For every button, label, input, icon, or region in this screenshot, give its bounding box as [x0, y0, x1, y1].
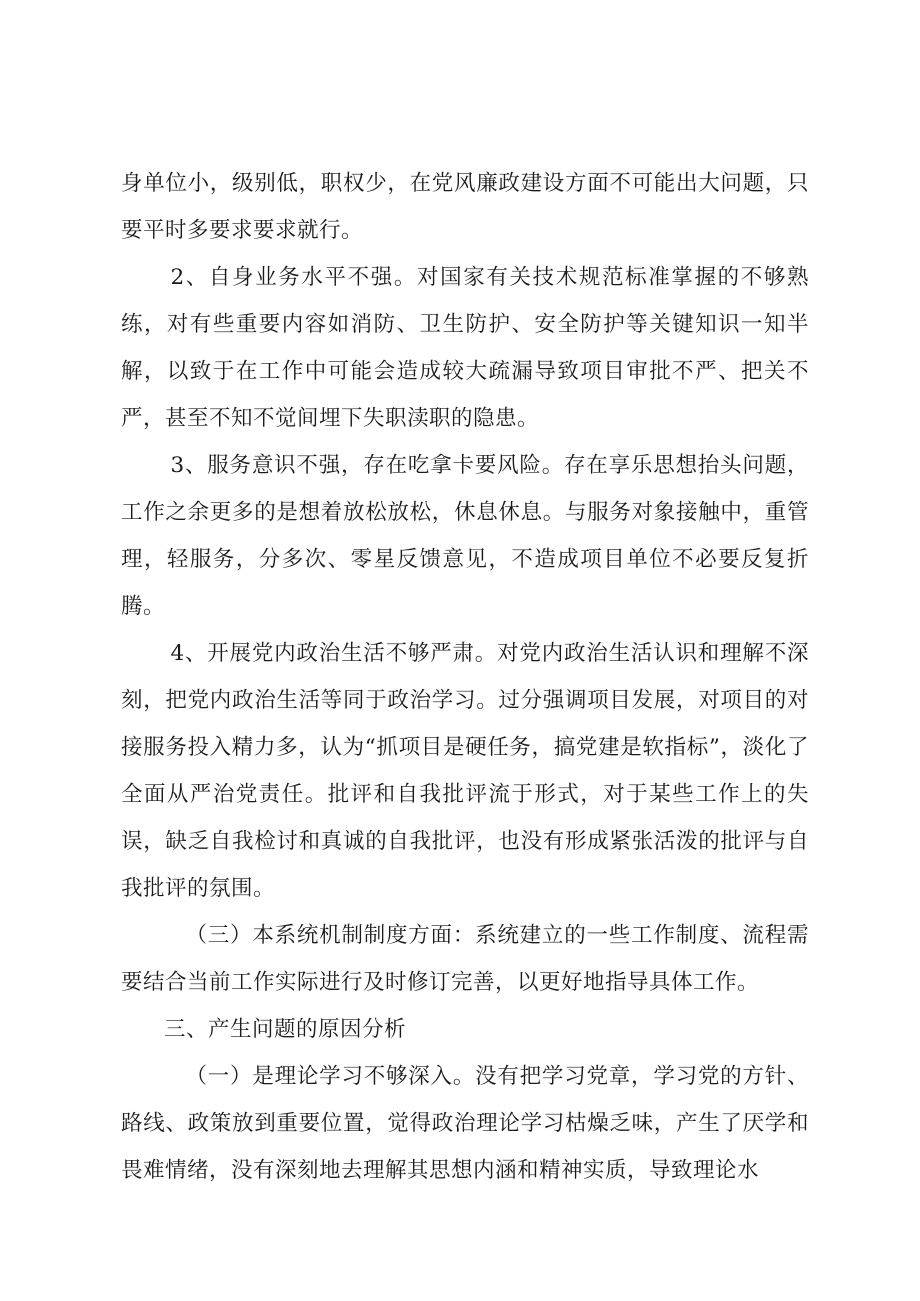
paragraph-item-2: 2、自身业务水平不强。对国家有关技术规范标准掌握的不够熟练，对有些重要内容如消防、卫生防护、安全防护等关键知识一知半解，以致于在工作中可能会造成较大疏漏导致项目审批不严、把关不严，甚至不知不觉间埋下失职渎职的隐患。 [121, 265, 809, 431]
paragraph-continuation: 身单位小，级别低，职权少，在党风廉政建设方面不可能出大问题，只要平时多要求要求就行。 [121, 171, 809, 243]
document-body [121, 160, 809, 1194]
paragraph-item-3: 3、服务意识不强，存在吃拿卡要风险。存在享乐思想抬头问题，工作之余更多的是想着放松放松，休息休息。与服务对象接触中，重管理，轻服务，分多次、零星反馈意见，不造成项目单位不必要反复折腾。 [121, 453, 809, 619]
section-heading-cause-analysis: 三、产生问题的原因分析 [164, 1017, 407, 1042]
paragraph-cause-one: （一）是理论学习不够深入。没有把学习党章，学习党的方针、路线、政策放到重要位置，觉得政治理论学习枯燥乏味，产生了厌学和畏难情绪，没有深刻地去理解其思想内涵和精神实质，导致理论水 [121, 1064, 809, 1183]
paragraph-section-three: （三）本系统机制制度方面：系统建立的一些工作制度、流程需要结合当前工作实际进行及时修订完善，以更好地指导具体工作。 [121, 923, 809, 995]
paragraph-item-4: 4、开展党内政治生活不够严肃。对党内政治生活认识和理解不深刻，把党内政治生活等同于政治学习。过分强调项目发展，对项目的对接服务投入精力多，认为“抓项目是硬任务，搞党建是软指标”，淡化了全面从严治党责任。批评和自我批评流于形式，对于某些工作上的失误，缺乏自我检讨和真诚的自我批评，也没有形成紧张活泼的批评与自我批评的氛围。 [121, 641, 809, 901]
